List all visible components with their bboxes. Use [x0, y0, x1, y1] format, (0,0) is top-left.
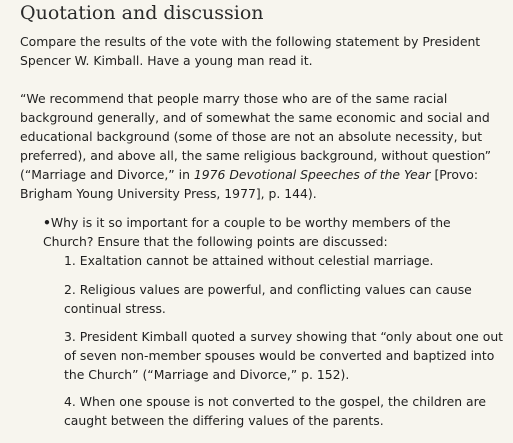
- quotation-citation: [Provo: Brigham Young University Press, 1977], p. 144).: [20, 167, 479, 201]
- discussion-point: 2. Religious values are powerful, and conflicting values can cause continual stress.: [64, 282, 472, 316]
- intro-paragraph: Compare the results of the vote with the following statement by President Spencer W. Kimball. Have a young man read it.: [20, 34, 481, 68]
- discussion-point: 1. Exaltation cannot be attained without celestial marriage.: [64, 253, 434, 268]
- quotation-paragraph: [20, 89, 510, 203]
- discussion-point: 3. President Kimball quoted a survey showing that “only about one out of seven non-member spouses would be converted and baptized into the Church” (“Marriage and Divorce,” p. 152).: [64, 329, 504, 382]
- discussion-question: [43, 213, 503, 251]
- quotation-body: “We recommend that people marry those who are of the same racial background generally, and of somewhat the same economic and social and educational background (some of those are not an absolute necessity, but preferred), and above all, the same religious background, without question” (“Marriage and Divorce,” in: [20, 91, 492, 182]
- discussion-question-text: Why is it so important for a couple to be worthy members of the Church? Ensure that the following points are discussed:: [43, 215, 451, 249]
- discussion-point: 4. When one spouse is not converted to the gospel, the children are caught between the differing values of the parents.: [64, 394, 487, 428]
- section-title: Quotation and discussion: [20, 2, 264, 24]
- bullet-icon: •: [43, 215, 51, 230]
- quotation-source-title: 1976 Devotional Speeches of the Year: [193, 167, 431, 182]
